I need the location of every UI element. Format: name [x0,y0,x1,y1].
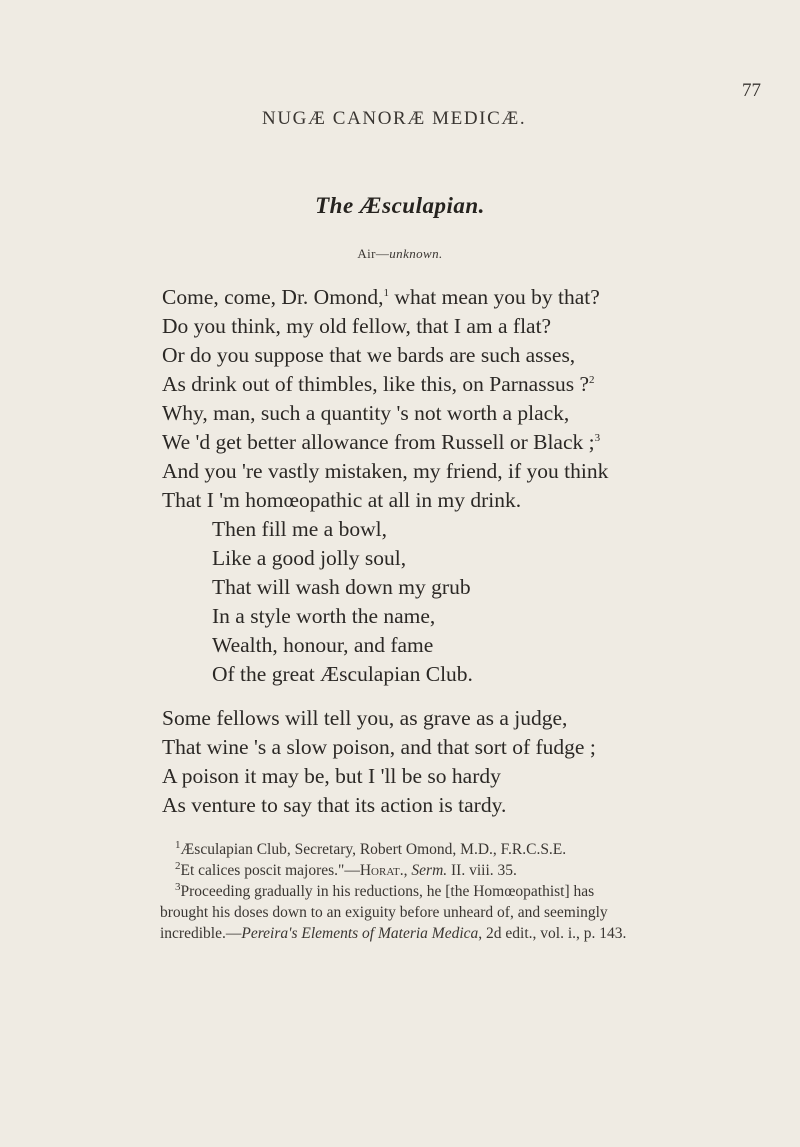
footnote-number: 3 [175,880,181,893]
verse-line: And you 're vastly mistaken, my friend, if you think [162,459,609,483]
verse-line: Some fellows will tell you, as grave as a judge, [162,706,568,730]
footnote-1 [175,838,567,859]
footnote-work: Pereira's Elements of Materia Medica [241,925,479,942]
verse-line: As venture to say that its action is tardy. [162,793,507,817]
footnote-ref: 1 [383,286,390,299]
chorus-line: That will wash down my grub [212,575,471,599]
footnote-ref: 3 [594,431,601,444]
air-value: unknown. [389,246,443,261]
verse-text: As drink out of thimbles, like this, on Parnassus ? [162,372,589,396]
footnote-number: 1 [175,838,181,851]
page-number: 77 [742,80,761,101]
footnote-3-continued: brought his doses down to an exiguity before unheard of, and seemingly [160,904,608,921]
chorus-line: In a style worth the name, [212,604,436,628]
verse-line: That I 'm homœopathic at all in my drink. [162,488,522,512]
footnote-text: II. viii. 35. [447,862,517,879]
footnote-text: , 2d edit., vol. i., p. 143. [478,925,627,942]
footnote-text: incredible.— [160,925,242,942]
chorus-line: Then fill me a bowl, [212,517,387,541]
footnote-ref: 2 [589,373,595,386]
footnote-work: Serm. [411,862,448,879]
footnote-text: Proceeding gradually in his reductions, he [the Homœopathist] has [180,883,595,900]
verse-text: We 'd get better allowance from Russell or Black ; [162,430,595,454]
verse-line: Why, man, such a quantity 's not worth a plack, [162,401,570,425]
footnote-3-citation [160,925,626,943]
verse-line: That wine 's a slow poison, and that sort of fudge ; [162,735,596,759]
verse-line: Or do you suppose that we bards are such asses, [162,343,576,367]
verse-text: what mean you by that? [389,285,600,309]
verse-line [162,428,600,456]
footnote-3 [175,880,595,901]
footnote-text: Æsculapian Club, Secretary, Robert Omond, M.D., F.R.C.S.E. [180,841,567,858]
running-head: NUGÆ CANORÆ MEDICÆ. [262,108,527,129]
footnote-author: Horat. [359,862,404,879]
air-label: Air— [357,246,390,261]
chorus-line: Like a good jolly soul, [212,546,407,570]
verse-line [162,283,600,311]
verse-line [162,370,595,398]
footnote-2 [175,859,517,880]
verse-line: A poison it may be, but I 'll be so hardy [162,764,501,788]
footnote-number: 2 [175,859,181,872]
verse-line: Do you think, my old fellow, that I am a flat? [162,314,552,338]
air-line [0,246,800,262]
chorus-line: Wealth, honour, and fame [212,633,434,657]
poem-title: The Æsculapian. [315,193,485,218]
footnote-text: Et calices poscit majores."— [180,862,360,879]
chorus-line: Of the great Æsculapian Club. [212,662,473,686]
footnote-text: , [403,862,412,879]
verse-text: Come, come, Dr. Omond, [162,285,384,309]
